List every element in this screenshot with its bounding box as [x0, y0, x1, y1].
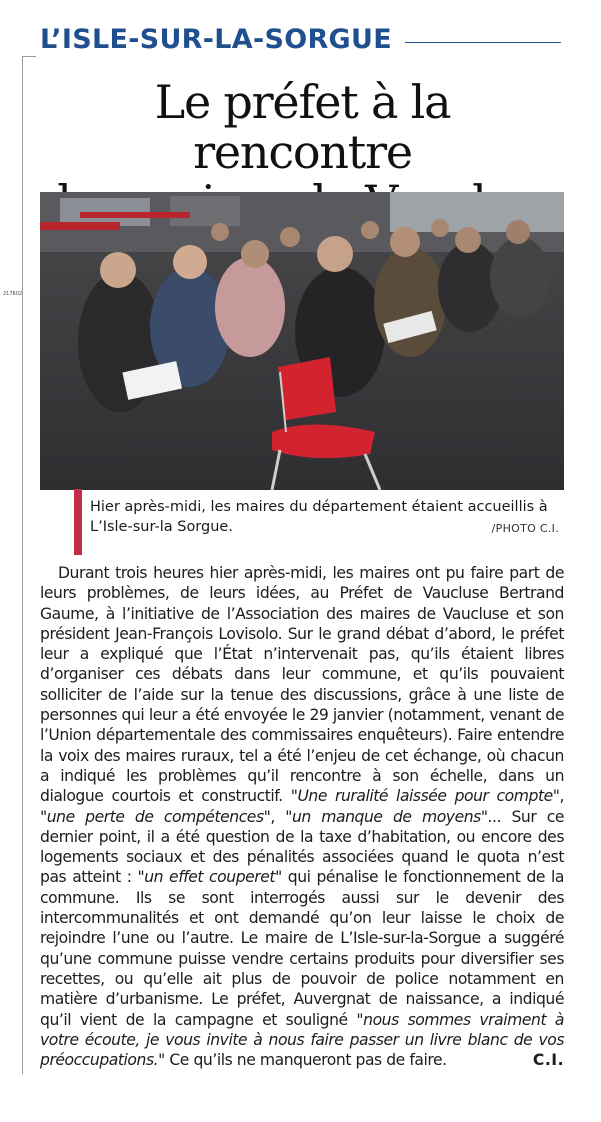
frame-border-top	[22, 56, 36, 57]
quote-3: un manque de moyens	[292, 807, 481, 826]
article-sep-1: ", "	[40, 787, 564, 826]
quote-2: une perte de compétences	[46, 807, 264, 826]
article-photo	[40, 192, 564, 490]
side-code: 217602	[3, 291, 23, 297]
caption-accent-bar	[74, 489, 82, 555]
meeting-room-photo	[40, 192, 564, 490]
quote-5: nous sommes vraiment à votre écoute, je vous invite à nous faire passer un livre blanc de vos préoccupations.	[40, 1010, 564, 1070]
section-rule	[405, 42, 561, 43]
headline-line-1: Le préfet à la rencontre	[154, 75, 451, 179]
article-sep-2: ", "	[263, 807, 292, 826]
article-text-4: " Ce qu’ils ne manqueront pas de faire.	[158, 1051, 447, 1070]
author-signature: C.I.	[532, 1051, 564, 1070]
section-title: L’ISLE-SUR-LA-SORGUE	[40, 24, 392, 55]
article-text-1: Durant trois heures hier après-midi, les maires ont pu faire part de leurs problèmes, de leurs idées, au Préfet de Vaucluse Bertrand Gaume, à l’initiative de l’Association des maires de Vaucluse et son président Jean-François Lovisolo. Sur le grand débat d’abord, le préfet leur a expliqué que l’État n’intervenait pas, qu’ils étaient libres d’organiser ces débats dans leur commune, et qu’ils pouvaient solliciter de l’aide sur la tenue des discussions, grâce à une liste de personnes qui leur a été envoyée le 29 janvier (notamment, venant de l’Union départementale des commissaires enquêteurs). Faire entendre la voix des maires ruraux, tel a été l’enjeu de cet échange, où chacun a indiqué les problèmes qu’il rencontre à son échelle, dans un dialogue courtois et constructif. "	[40, 564, 564, 806]
photo-caption: Hier après-midi, les maires du département étaient accueillis à L’Isle-sur-la Sorgue.	[90, 499, 548, 535]
article-body	[40, 563, 564, 1070]
quote-1: Une ruralité laissée pour compte	[297, 787, 553, 806]
article-text-3: " qui pénalise le fonctionnement de la commune. Ils se sont interrogés aussi sur le devenir des intercommunalités et ont demandé qu’on leur laisse le choix de rejoindre l’une ou l’autre. Le maire de L’Isle-sur-la-Sorgue a suggéré qu’une commune puisse vendre certains produits pour diversifier ses recettes, ou qu’elle ait plus de pouvoir de police notamment en matière d’urbanisme. Le préfet, Auvergnat de naissance, a indiqué qu’il vient de la campagne et souligné "	[40, 868, 564, 1029]
article-text-2: "... Sur ce dernier point, il a été question de la taxe d’habitation, ou encore des logements sociaux et des pénalités associées quand le quota n’est pas atteint : "	[40, 807, 564, 887]
photo-credit: /PHOTO C.I.	[491, 522, 559, 535]
quote-4: un effet couperet	[144, 868, 276, 887]
frame-border-left	[22, 56, 23, 1074]
